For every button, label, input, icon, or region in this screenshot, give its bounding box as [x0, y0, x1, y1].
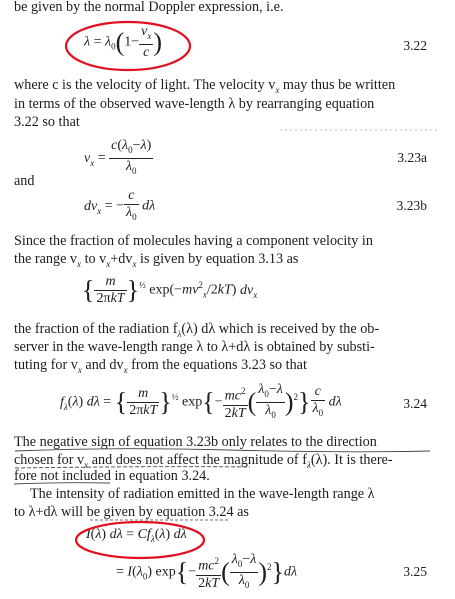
text-line: tuting for $v_x$ and $dv_x$ from the equations 3.23 so that	[14, 357, 307, 375]
text-line: to λ+dλ will be given by equation 3.24 as	[14, 504, 249, 520]
equation-3-23b: $dv_x$ = − $\frac{c}{\lambda_0}$ dλ	[84, 188, 156, 222]
text-line: in terms of the observed wave-length λ by rearranging equation	[14, 96, 375, 112]
text-line: The negative sign of equation 3.23b only relates to the direction	[14, 434, 377, 450]
equation-number: 3.25	[403, 564, 427, 579]
equation-3-22: $\lambda = \lambda_0(1-$ $\frac{v_x}{c}$ )	[84, 24, 163, 60]
text-line: fore not included in equation 3.24.	[14, 468, 210, 484]
equation-3-25-line2: = $I(\lambda_0)$ exp{− $\frac{mc^2}{2kT}$ ( $\frac{\lambda_0-\lambda}{\lambda_0}$ )$^2$}dλ	[116, 552, 298, 591]
text-line: Since the fraction of molecules having a component velocity in	[14, 233, 373, 249]
equation-3-13-expression: { $\frac{m}{\text{2πkT}}$ }$^{\frac{1}{2}}$ $\exp(-mv^2_x/2kT)$ $dv_x$	[82, 274, 258, 306]
text-line: The intensity of radiation emitted in the wave-length range λ	[30, 486, 375, 502]
text-line: chosen for $v_x$ and does not affect the magnitude of $f_\lambda(\lambda)$. It is there-	[14, 452, 393, 470]
text-line: where c is the velocity of light. The velocity $v_x$ may thus be written	[14, 77, 396, 95]
equation-number: 3.24	[403, 396, 427, 411]
text-line: the range $v_x$ to $v_x+dv_x$ is given by equation 3.13 as	[14, 251, 299, 269]
text-line: the fraction of the radiation $f_\lambda(\lambda)$ dλ which is received by the ob-	[14, 321, 380, 339]
equation-3-23a: $v_x$ = $\frac{c(\lambda_0-\lambda)}{\lambda_0}$	[84, 138, 152, 176]
text-line: and	[14, 173, 35, 189]
equation-number: 3.22	[403, 38, 427, 53]
text-line: 3.22 so that	[14, 114, 80, 130]
equation-3-24: $f_\lambda(\lambda) d\lambda$ = { $\frac{m}{\text{2πkT}}$ }$^{\frac{1}{2}}$ exp{− $\frac{mc^2}{2kT}$ ( $\frac{\lambda_0-\lambda}{\lambda_0}$ )$^2$} $\frac{c}{\lambda_0}$ dλ	[60, 382, 342, 421]
text-line: be given by the normal Doppler expression, i.e.	[14, 0, 284, 15]
equation-3-25-line1: I(λ) $d\lambda = Cf_\lambda(\lambda)$ dλ	[86, 527, 187, 544]
equation-number: 3.23b	[396, 198, 427, 213]
text-line: server in the wave-length range λ to λ+dλ is obtained by substi-	[14, 339, 375, 355]
equation-number: 3.23a	[397, 150, 427, 165]
